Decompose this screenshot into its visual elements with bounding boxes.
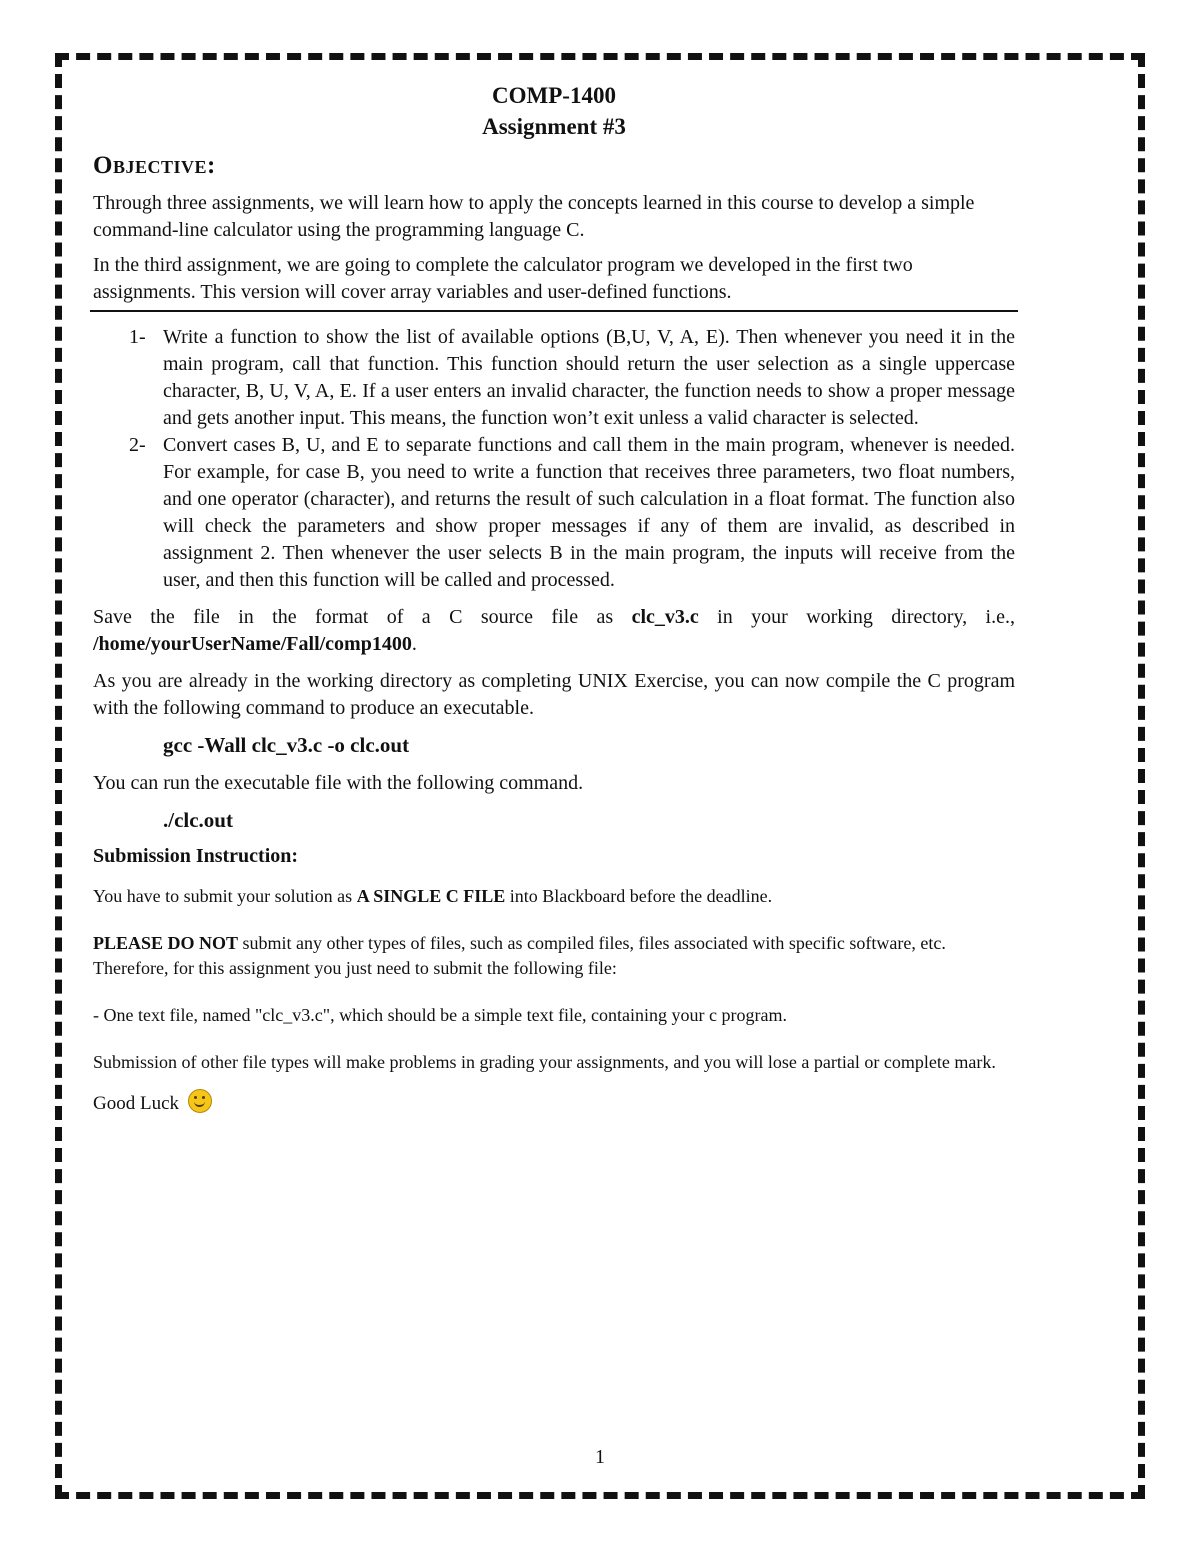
compile-command: gcc -Wall clc_v3.c -o clc.out xyxy=(163,733,410,757)
submission-paragraph-1 xyxy=(93,884,1015,909)
task-number: 2- xyxy=(129,434,146,456)
run-command: ./clc.out xyxy=(163,808,233,832)
task-item xyxy=(93,324,1015,432)
submission-paragraph-4: Submission of other file types will make problems in grading your assignments, and you will lose a partial or complete mark. xyxy=(93,1052,996,1072)
task-list xyxy=(93,324,1015,594)
submission-paragraph-3: - One text file, named "clc_v3.c", which should be a simple text file, containing your c program. xyxy=(93,1005,787,1025)
submission-heading: Submission Instruction: xyxy=(93,845,299,867)
smiley-face-icon xyxy=(188,1089,212,1113)
submission-text: You have to submit your solution as xyxy=(93,886,357,906)
submission-emphasis: A SINGLE C FILE xyxy=(356,886,506,906)
course-title: COMP-1400 xyxy=(492,83,616,108)
objective-heading: Objective: xyxy=(93,152,216,179)
assignment-title: Assignment #3 xyxy=(482,114,626,139)
assignment-document xyxy=(93,80,1015,1138)
task-item xyxy=(93,432,1015,594)
task-text: Write a function to show the list of available options (B,U, V, A, E). Then whenever you need it in the main program, call that function. This function should return the user selection as a single uppercase character, B, U, V, A, E. If a user enters an invalid character, the function needs to show a proper message and gets another input. This means, the function won’t exit unless a valid character is selected. xyxy=(163,326,1015,429)
page-number: 1 xyxy=(595,1446,605,1468)
save-instructions xyxy=(93,604,1015,658)
compile-instructions: As you are already in the working directory as completing UNIX Exercise, you can now compile the C program with the following command to produce an executable. xyxy=(93,670,1015,719)
intro-paragraph-1: Through three assignments, we will learn how to apply the concepts learned in this course to develop a simple command-line calculator using the programming language C. xyxy=(93,192,975,241)
submission-text: into Blackboard before the deadline. xyxy=(505,886,773,906)
task-text: Convert cases B, U, and E to separate functions and call them in the main program, whenever is needed. For example, for case B, you need to write a function that receives three parameters, two float numbers, and one operator (character), and returns the result of such calculation in a float format. The function also will check the parameters and show proper messages if any of them are invalid, as described in assignment 2. Then whenever the user selects B in the main program, the inputs will receive from the user, and then this function will be called and processed. xyxy=(163,434,1015,591)
closing-line xyxy=(93,1089,1015,1116)
section-divider xyxy=(90,310,1018,312)
save-filename: clc_v3.c xyxy=(631,606,699,628)
save-text-before: Save the file in the format of a C source file as xyxy=(93,606,632,628)
run-instructions: You can run the executable file with the following command. xyxy=(93,772,584,794)
task-number: 1- xyxy=(129,326,146,348)
submission-paragraph-2 xyxy=(93,931,1015,981)
save-path: /home/yourUserName/Fall/comp1400 xyxy=(93,633,412,655)
submission-warning: PLEASE DO NOT xyxy=(93,933,239,953)
intro-paragraph-2: In the third assignment, we are going to complete the calculator program we developed in the first two assignments. This version will cover array variables and user-defined functions. xyxy=(93,254,913,303)
closing-text: Good Luck xyxy=(93,1093,180,1114)
save-text-middle: in your working directory, i.e., xyxy=(698,606,1015,628)
submission-text: submit any other types of files, such as compiled files, files associated with specific software, etc. Therefore, for this assignment you just need to submit the following file: xyxy=(93,933,946,978)
save-text-after: . xyxy=(411,633,417,655)
